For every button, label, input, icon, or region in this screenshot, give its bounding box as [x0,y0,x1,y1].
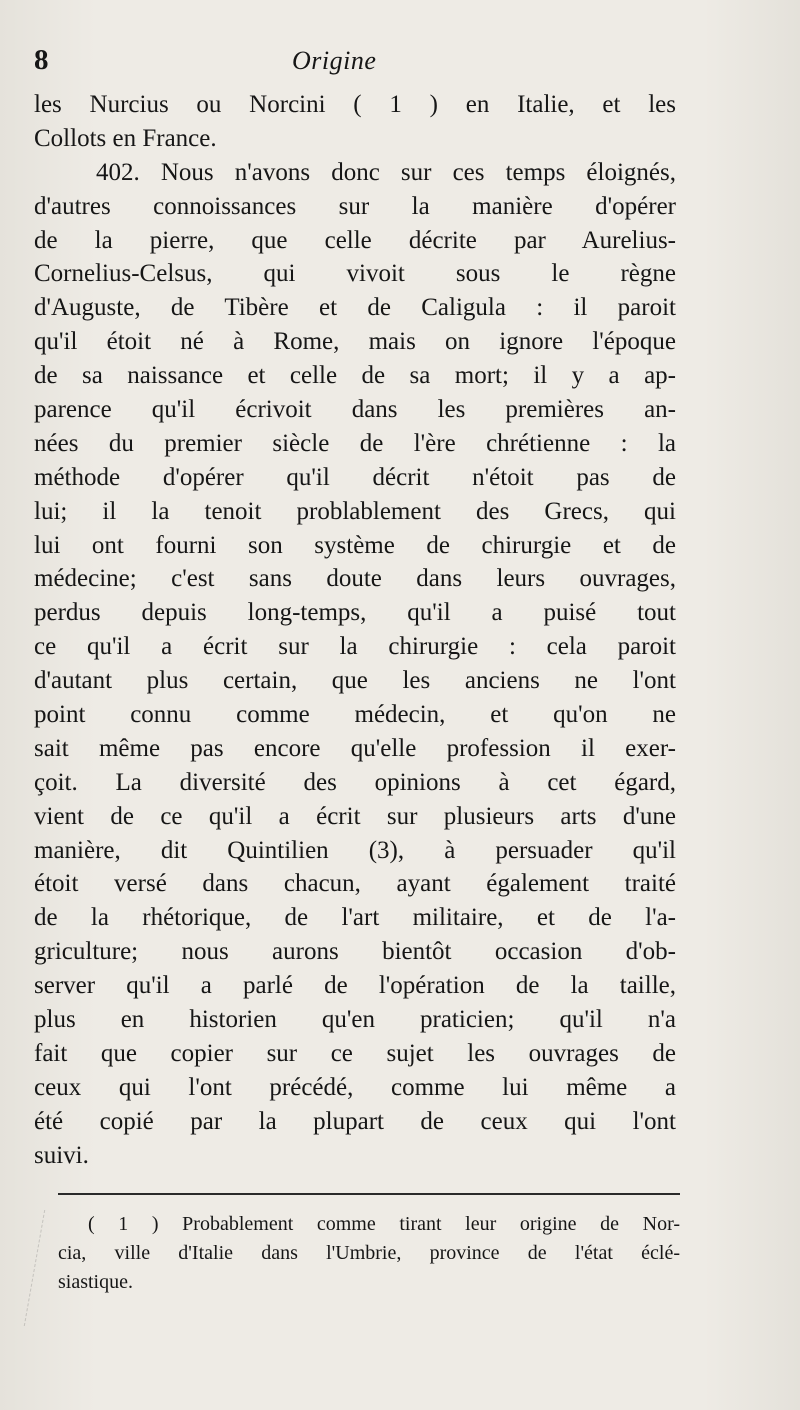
text-line: lui ont fourni son système de chirurgie et de [34,531,676,559]
page-header [34,42,674,86]
text-line: été copié par la plupart de ceux qui l'ont [34,1107,676,1135]
text-line: plus en historien qu'en praticien; qu'il n'a [34,1006,676,1034]
footnote-line: ( 1 ) Probablement comme tirant leur origine de Nor- [88,1213,680,1235]
text-line: point connu comme médecin, et qu'on ne [34,701,676,729]
text-line: vient de ce qu'il a écrit sur plusieurs arts d'une [34,802,676,830]
text-line: sait même pas encore qu'elle profession il exer- [34,734,676,762]
text-line: d'autres connoissances sur la manière d'opérer [34,192,676,220]
text-line: médecine; c'est sans doute dans leurs ouvrages, [34,565,676,593]
text-line: manière, dit Quintilien (3), à persuader qu'il [34,836,676,864]
text-line: d'autant plus certain, que les anciens ne l'ont [34,667,676,695]
footnote-line: cia, ville d'Italie dans l'Umbrie, province de l'état éclé- [58,1242,680,1264]
text-line: çoit. La diversité des opinions à cet égard, [34,768,676,796]
text-line: d'Auguste, de Tibère et de Caligula : il paroit [34,294,676,322]
text-line: fait que copier sur ce sujet les ouvrages de [34,1039,676,1067]
page-number: 8 [34,44,49,76]
main-text [34,88,676,1173]
footnote [58,1210,680,1297]
text-line: griculture; nous aurons bientôt occasion d'ob- [34,938,676,966]
text-line: perdus depuis long-temps, qu'il a puisé tout [34,599,676,627]
text-line: étoit versé dans chacun, ayant également traité [34,870,676,898]
text-line: suivi. [34,1141,89,1169]
paragraph-402-start: 402. Nous n'avons donc sur ces temps éloignés, [96,158,676,186]
text-line: de la pierre, que celle décrite par Aurelius- [34,226,676,254]
text-line: méthode d'opérer qu'il décrit n'étoit pas de [34,463,676,491]
text-line: qu'il étoit né à Rome, mais on ignore l'époque [34,328,676,356]
text-line: server qu'il a parlé de l'opération de la taille, [34,972,676,1000]
text-line: parence qu'il écrivoit dans les premières an- [34,396,676,424]
text-line: Cornelius-Celsus, qui vivoit sous le règne [34,260,676,288]
text-line: Collots en France. [34,124,217,152]
text-line: nées du premier siècle de l'ère chrétienne : la [34,429,676,457]
text-line: ceux qui l'ont précédé, comme lui même a [34,1073,676,1101]
running-title: Origine [292,46,377,75]
text-line: de sa naissance et celle de sa mort; il y a ap- [34,362,676,390]
footnote-rule [58,1193,680,1195]
text-line: lui; il la tenoit problablement des Grecs, qui [34,497,676,525]
footnote-line: siastique. [58,1271,133,1293]
bleed-through-mark [24,1210,61,1326]
text-line: de la rhétorique, de l'art militaire, et de l'a- [34,904,676,932]
text-line: ce qu'il a écrit sur la chirurgie : cela paroit [34,633,676,661]
text-line: les Nurcius ou Norcini ( 1 ) en Italie, et les [34,91,676,118]
